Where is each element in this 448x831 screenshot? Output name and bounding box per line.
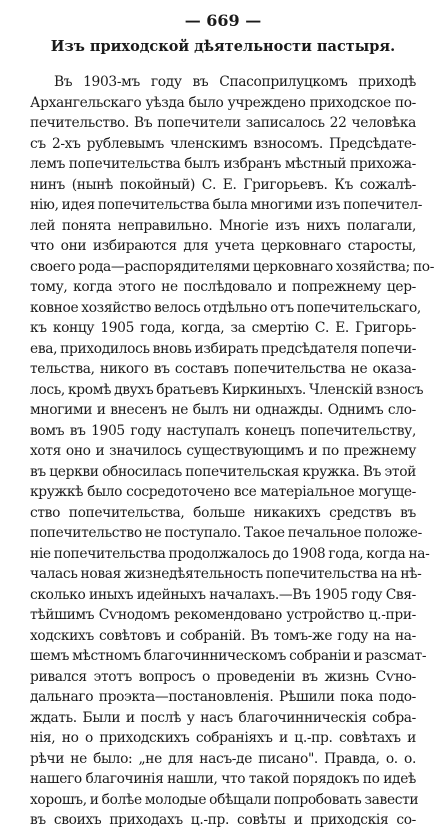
text-line: шемъ мѣстномъ благочинническомъ собраніи и разсмат- [30, 648, 427, 664]
text-line: попечительство не поступало. Такое печальное положе- [30, 525, 422, 541]
text-line: дальнаго проэкта—постановленія. Рѣшили пока подо- [30, 689, 416, 705]
text-line: къ концу 1905 года, когда, за смертію С. Е. Григорь- [30, 320, 416, 336]
text-line: ривался этотъ вопросъ о проведеніи въ жизнь Сѵно- [30, 668, 416, 685]
text-line: ева, приходилось вновь избирать предсѣдателя попечи- [30, 340, 417, 357]
text-line: ковное хозяйство велось отдѣльно отъ попечительскаго, [30, 299, 421, 316]
text-line: ніе попечительства продолжалось до 1908 года, когда на- [30, 545, 430, 562]
text-line: съ 2-хъ рублевымъ членскимъ взносомъ. Предсѣдате- [30, 135, 416, 152]
text-line: лей понята неправильно. Многіе изъ нихъ полагали, [30, 217, 416, 234]
text-line: тельства, никого въ составъ попечительства не оказа- [30, 361, 416, 377]
article-heading: Изъ приходской дѣятельности пастыря. [50, 38, 396, 55]
text-line: лемъ попечительства былъ избранъ мѣстный прихожа- [30, 156, 416, 172]
text-line: печительство. Въ попечители записалось 22 человѣка [30, 115, 416, 131]
text-line: нію, идея попечительства была многими изъ попечител- [30, 197, 423, 213]
text-line: Архангельскаго уѣзда было учреждено приходское по- [30, 94, 416, 111]
text-line: въ церкви обносилась попечительская кружка. Въ этой [30, 463, 416, 480]
text-line: своего рода—распорядителями церковнаго хозяйства; по- [30, 258, 435, 275]
text-line: нашего благочинія нашли, что такой порядокъ по идеѣ [30, 771, 416, 787]
text-line: ждать. Были и послѣ у насъ благочинническія собра- [30, 709, 416, 726]
text-line: хотя оно и значилось существующимъ и по прежнему [30, 443, 416, 459]
article-body [30, 72, 435, 831]
page-number: — 669 — [184, 11, 262, 30]
text-line: тому, когда этого не послѣдовало и попрежнему цер- [30, 279, 416, 295]
text-line: хорошъ, и болѣе молодые обѣщали попробовать завести [30, 791, 419, 808]
text-line: чалась новая жизнедѣятельность попечительства на нѣ- [30, 566, 422, 582]
text-line: тѣйшимъ Сѵнодомъ рекомендовано устройство ц.-при- [30, 607, 416, 623]
text-line: лось, кромѣ двухъ братьевъ Киркиныхъ. Членскій взносъ [30, 381, 424, 398]
text-line: рѣчи не было: „не для насъ-де писано". Правда, о. о. [30, 750, 416, 767]
text-line: ство попечительства, больше никакихъ средствъ въ [30, 504, 416, 521]
text-line: что они избираются для учета церковнаго старосты, [30, 238, 416, 254]
text-line: нія, но о приходскихъ собраніяхъ и ц.-пр. совѣтахъ и [30, 730, 416, 746]
text-line: въ своихъ приходахъ ц.-пр. совѣты и приходскія со- [30, 812, 416, 828]
text-line: сколько иныхъ идейныхъ началахъ.—Въ 1905 году Свя- [30, 586, 416, 603]
text-line: ходскихъ совѣтовъ и собраній. Въ томъ-же году на на- [30, 627, 416, 644]
text-line: Въ 1903-мъ году въ Спасоприлуцкомъ приходѣ [54, 74, 416, 90]
text-line: вомъ въ 1905 году наступалъ конецъ попечительству, [30, 422, 416, 439]
text-line: многими и внесенъ не былъ ни однажды. Однимъ сло- [30, 402, 416, 418]
text-line: нинъ (нынѣ покойный) С. Е. Григорьевъ. Къ сожалѣ- [30, 176, 416, 193]
text-line: кружкѣ было сосредоточено все матеріальное могуще- [30, 484, 416, 500]
